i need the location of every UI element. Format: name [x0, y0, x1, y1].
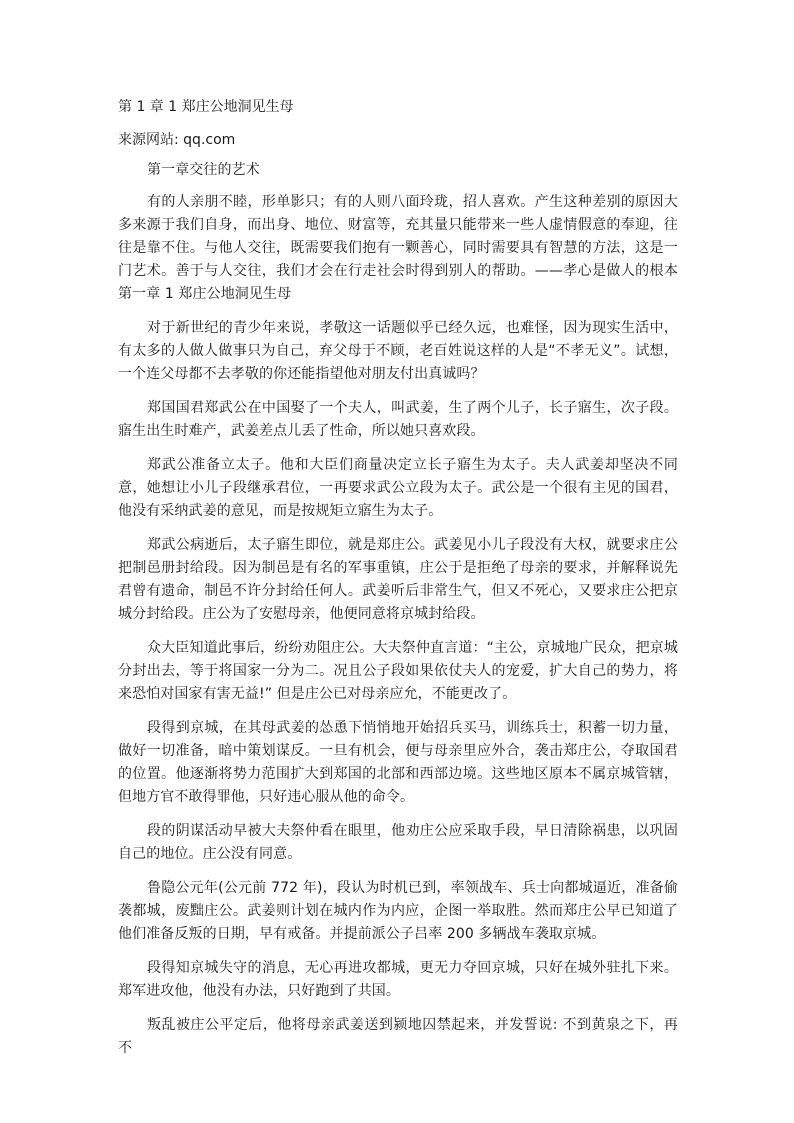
paragraph: 有的人亲朋不睦，形单影只；有的人则八面玲珑，招人喜欢。产生这种差别的原因大多来源于我们自身，而出身、地位、财富等，充其量只能带来一些人虚情假意的奉迎，往往是靠不住。与他人交往，既需要我们抱有一颗善心，同时需要具有智慧的方法，这是一门艺术。善于与人交往，我们才会在行走社会时得到别人的帮助。——孝心是做人的根本第一章 1 郑庄公地洞见生母 — [118, 194, 678, 302]
chapter-heading: 第 1 章 1 郑庄公地洞见生母 — [118, 99, 294, 115]
section-title: 第一章交往的艺术 — [147, 162, 260, 178]
paragraph: 叛乱被庄公平定后，他将母亲武姜送到颍地囚禁起来，并发誓说: 不到黄泉之下，再不 — [118, 1017, 678, 1056]
document-page — [118, 96, 678, 1071]
paragraph: 鲁隐公元年(公元前 772 年)，段认为时机已到，率领战车、兵士向都城逼近，准备偷袭都城，废黜庄公。武姜则计划在城内作为内应，企图一举取胜。然而郑庄公早已知道了他们准备反叛的日期，早有戒备。并提前派公子吕率 200 多辆战车袭取京城。 — [118, 880, 678, 942]
paragraph: 段得知京城失守的消息，无心再进攻都城，更无力夺回京城，只好在城外驻扎下来。郑军进攻他，他没有办法，只好跑到了共国。 — [118, 960, 678, 999]
paragraph: 郑武公病逝后，太子寤生即位，就是郑庄公。武姜见小儿子段没有大权，就要求庄公把制邑册封给段。因为制邑是有名的军事重镇，庄公于是拒绝了母亲的要求，并解释说先君曾有遗命，制邑不许分封给任何人。武姜听后非常生气，但又不死心，又要求庄公把京城分封给段。庄公为了安慰母亲，他便同意将京城封给段。 — [118, 537, 678, 622]
source-line: 来源网站: qq.com — [118, 132, 236, 148]
paragraph: 对于新世纪的青少年来说，孝敬这一话题似乎已经久远，也难怪，因为现实生活中，有太多的人做人做事只为自己，弃父母于不顾，老百姓说这样的人是“不孝无义”。试想，一个连父母都不去孝敬的你还能指望他对朋友付出真诚吗？ — [118, 320, 678, 382]
paragraph: 郑国国君郑武公在中国娶了一个夫人，叫武姜，生了两个儿子，长子寤生，次子段。寤生出生时难产，武姜差点儿丢了性命，所以她只喜欢段。 — [118, 400, 678, 439]
paragraph: 段的阴谋活动早被大夫祭仲看在眼里，他劝庄公应采取手段，早日清除祸患，以巩固自己的地位。庄公没有同意。 — [118, 823, 678, 862]
paragraph: 段得到京城，在其母武姜的怂恿下悄悄地开始招兵买马，训练兵士，积蓄一切力量，做好一切准备，暗中策划谋反。一旦有机会，便与母亲里应外合，袭击郑庄公，夺取国君的位置。他逐渐将势力范围扩大到郑国的北部和西部边境。这些地区原本不属京城管辖，但地方官不敢得罪他，只好违心服从他的命令。 — [118, 720, 678, 805]
paragraph: 众大臣知道此事后，纷纷劝阻庄公。大夫祭仲直言道：“主公，京城地广民众，把京城分封出去，等于将国家一分为二。况且公子段如果依仗夫人的宠爱，扩大自己的势力，将来恐怕对国家有害无益!” 但是庄公已对母亲应允，不能更改了。 — [118, 640, 678, 702]
paragraph: 郑武公准备立太子。他和大臣们商量决定立长子寤生为太子。夫人武姜却坚决不同意，她想让小儿子段继承君位，一再要求武公立段为太子。武公是一个很有主见的国君，他没有采纳武姜的意见，而是按规矩立寤生为太子。 — [118, 457, 678, 519]
